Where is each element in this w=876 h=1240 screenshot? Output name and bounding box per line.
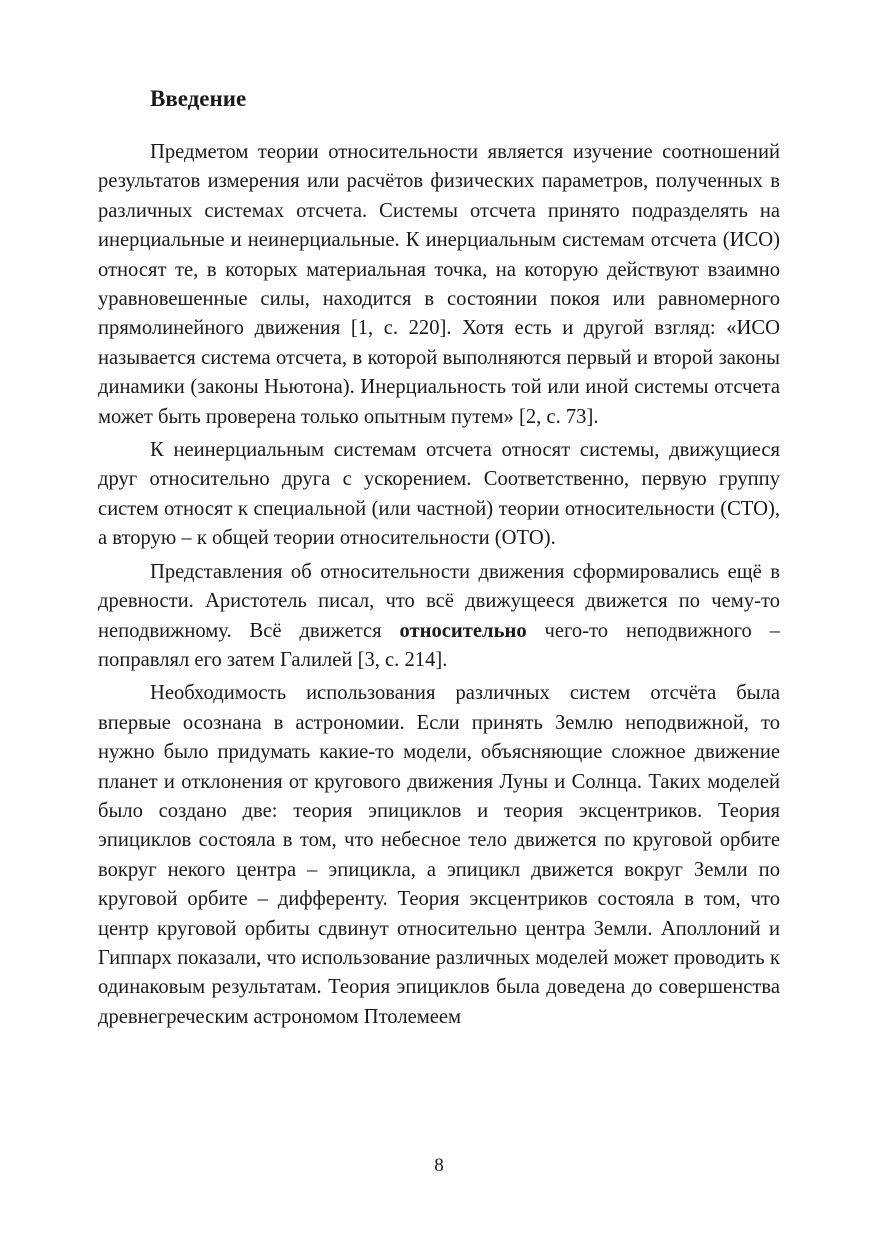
paragraph-3 [98, 558, 780, 676]
emphasis-term: относительно [399, 619, 527, 642]
document-page [98, 0, 780, 1240]
section-heading: Введение [150, 86, 247, 111]
paragraph-3-start: Представления об относительности движения сформировались ещё в древности. Аристотель писал, что всё движущееся движется по чему-то неподвижному. Всё движется [98, 560, 780, 642]
paragraph-3-end: чего-то неподвижного – поправлял его затем Галилей [3, с. 214]. [98, 619, 780, 671]
paragraph-1: Предметом теории относительности является изучение соотношений результатов измерения или расчётов физических параметров, полученных в различных системах отсчета. Системы отсчета принято подразделять на инерциальные и неинерциальные. К инерциальным системам отсчета (ИСО) относят те, в которых материальная точка, на которую действуют взаимно уравновешенные силы, находится в состоянии покоя или равномерного прямолинейного движения [1, с. 220]. Хотя есть и другой взгляд: «ИСО называется система отсчета, в которой выполняются первый и второй законы динамики (законы Ньютона). Инерциальность той или иной системы отсчета может быть проверена только опытным путем» [2, с. 73]. [98, 141, 780, 428]
page-number: 8 [434, 1155, 444, 1176]
paragraph-2: К неинерциальным системам отсчета относят системы, движущиеся друг относительно друга с ускорением. Соответственно, первую группу систем относят к специальной (или частной) теории относительности (СТО), а вторую – к общей теории относительности (ОТО). [98, 439, 780, 550]
paragraph-4: Необходимость использования различных систем отсчёта была впервые осознана в астрономии. Если принять Землю неподвижной, то нужно было придумать какие-то модели, объясняющие сложное движение планет и отклонения от кругового движения Луны и Солнца. Таких моделей было создано две: теория эпициклов и теория эксцентриков. Теория эпициклов состояла в том, что небесное тело движется по круговой орбите вокруг некого центра – эпицикла, а эпицикл движется вокруг Земли по круговой орбите – дифференту. Теория эксцентриков состояла в том, что центр круговой орбиты сдвинут относительно центра Земли. Аполлоний и Гиппарх показали, что использование различных моделей может проводить к одинаковым результатам. Теория эпициклов была доведена до совершенства древнегреческим астрономом Птолемеем [98, 682, 780, 1028]
body-text [98, 138, 780, 1036]
